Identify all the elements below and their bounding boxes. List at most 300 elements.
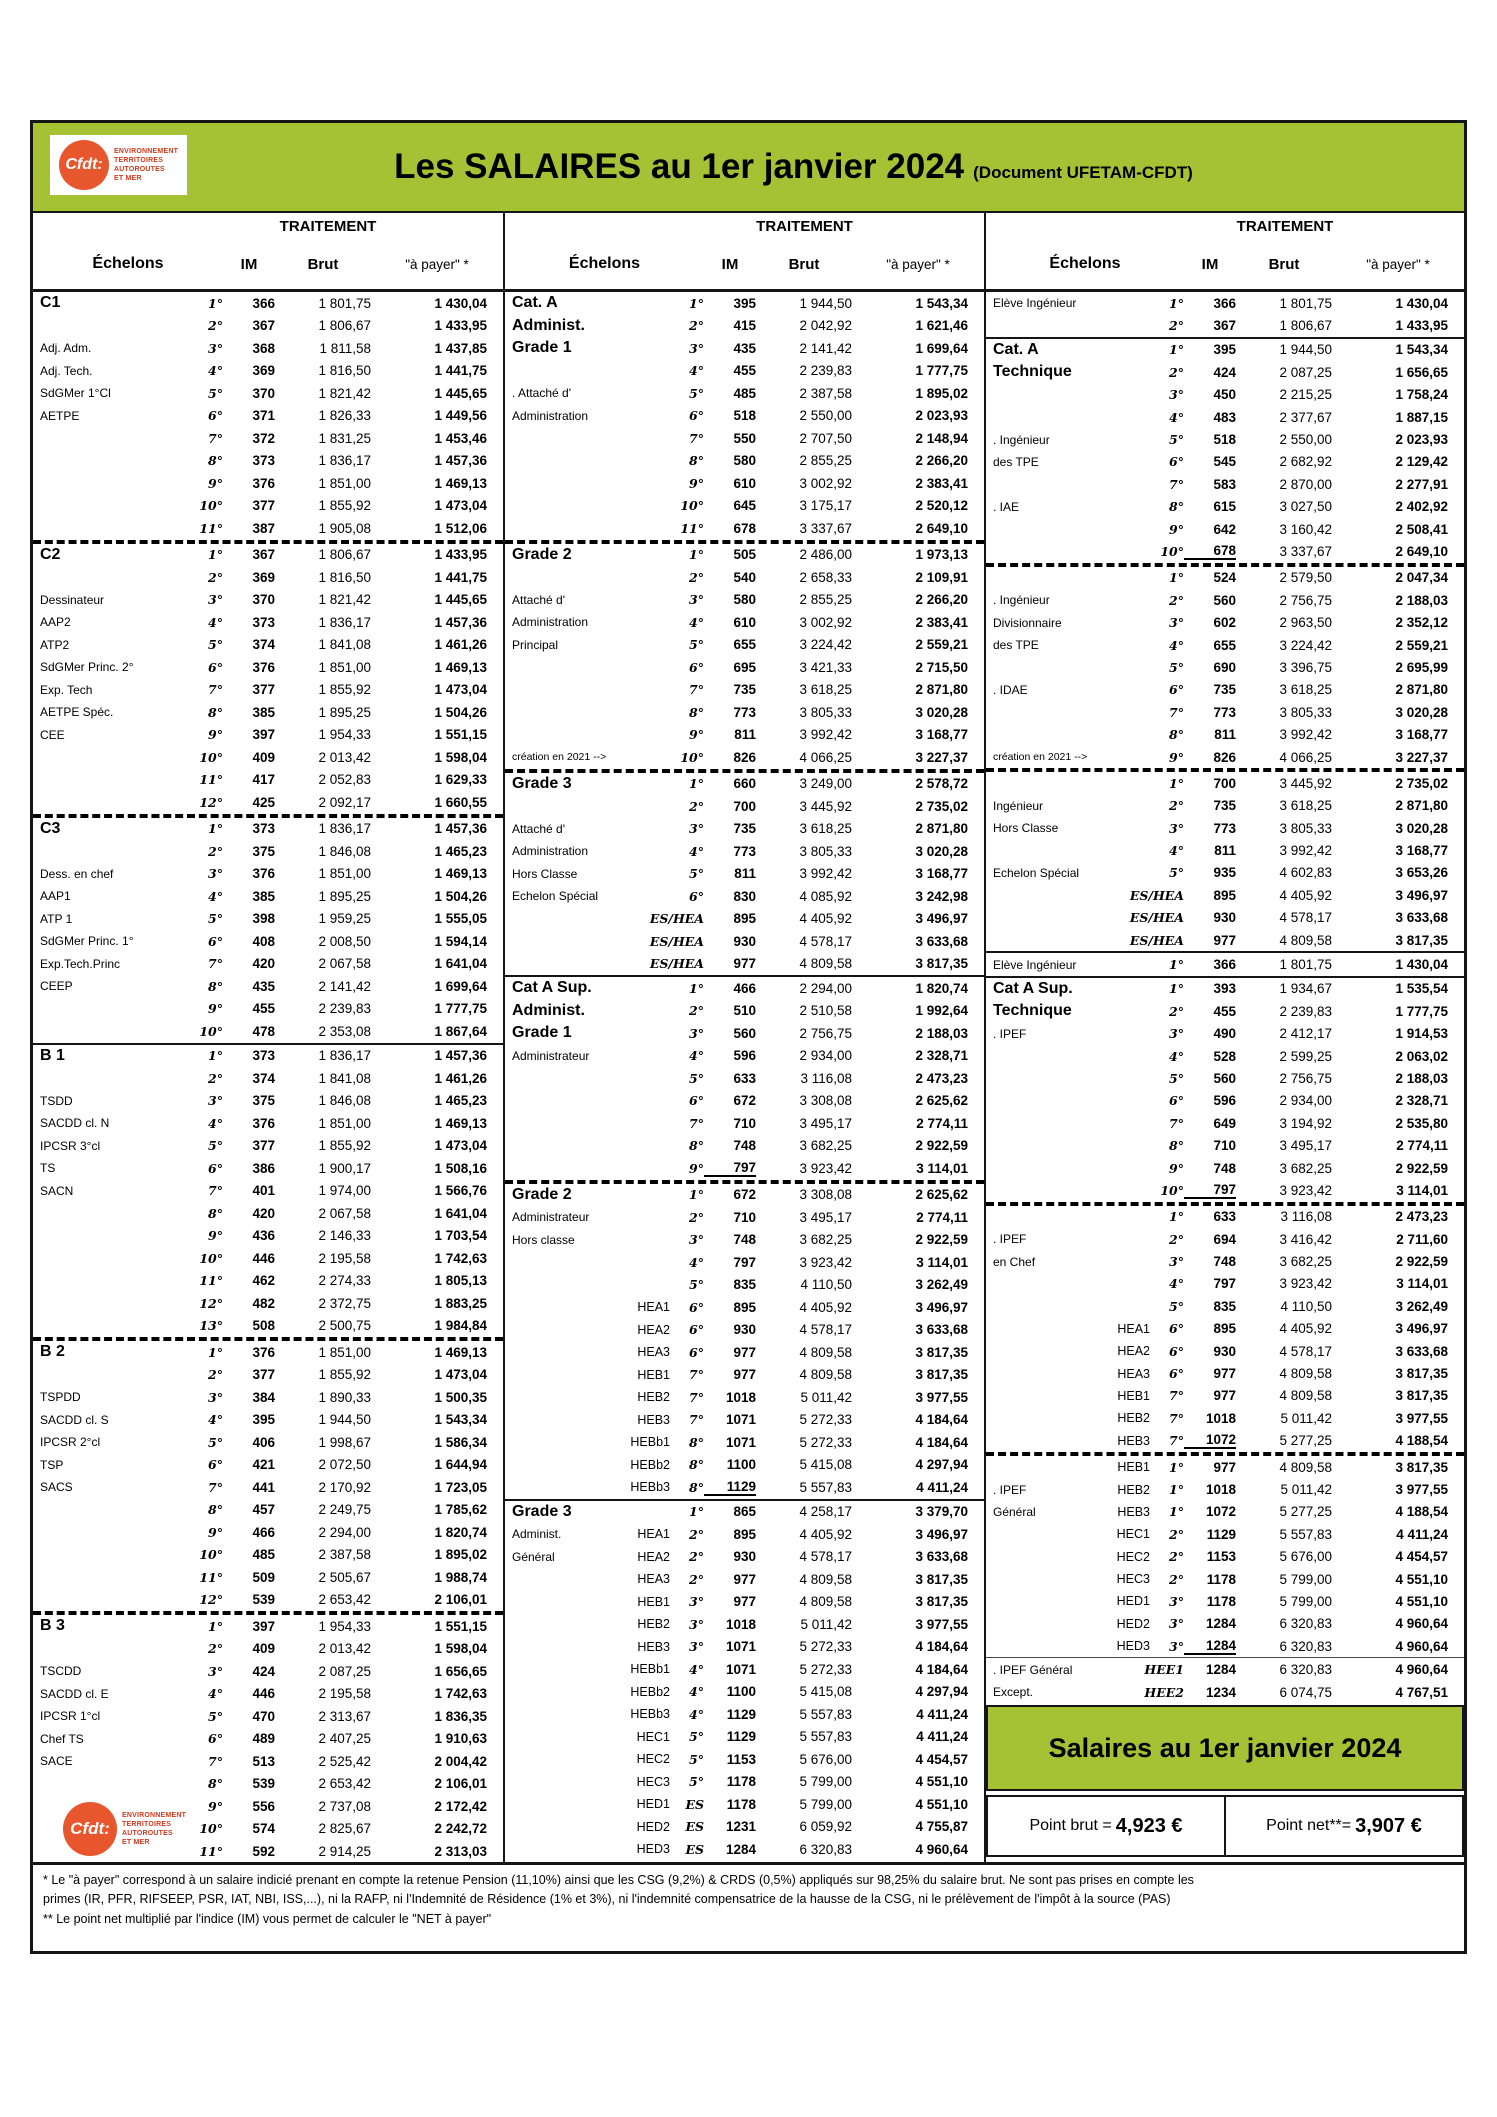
row-apayer-value: 3 496,97 — [915, 1526, 968, 1542]
table-row — [986, 1385, 1464, 1407]
column-header-2 — [503, 213, 986, 289]
table-row — [33, 746, 503, 769]
row-label: B 3 — [40, 1617, 65, 1635]
row-apayer-value: 1 430,04 — [1395, 957, 1448, 973]
row-echelon: 3° — [208, 1389, 223, 1405]
row-im-value: 424 — [252, 1663, 275, 1679]
row-brut-value: 3 682,25 — [1279, 1254, 1332, 1270]
row-im-value: 678 — [733, 520, 756, 536]
table-row — [33, 450, 503, 473]
row-apayer-value: 1 453,46 — [434, 430, 487, 446]
row-echelon: 7° — [208, 682, 223, 698]
row-brut-value: 4 809,58 — [1279, 932, 1332, 948]
row-label: ATP2 — [40, 637, 70, 652]
row-echelon: 4° — [208, 888, 223, 904]
table-row — [33, 1773, 503, 1796]
table-row — [986, 1112, 1464, 1134]
row-brut-value: 2 092,17 — [318, 794, 371, 810]
logo-line: TERRITOIRES — [122, 1821, 172, 1828]
table-row — [505, 382, 984, 405]
table-row — [505, 450, 984, 473]
row-apayer-value: 3 020,28 — [915, 843, 968, 859]
row-brut-value: 2 500,75 — [318, 1318, 371, 1334]
row-apayer-value: 4 755,87 — [915, 1819, 968, 1835]
table-row — [505, 1184, 984, 1207]
row-apayer-value: 2 871,80 — [915, 821, 968, 837]
row-apayer-value: 1 469,13 — [434, 866, 487, 882]
row-apayer-value: 1 785,62 — [434, 1502, 487, 1518]
row-echelon: 12° — [199, 1295, 223, 1311]
table-row — [505, 1319, 984, 1342]
row-im-value: 735 — [1213, 798, 1236, 814]
salary-column-a-administratif — [503, 292, 986, 1862]
row-apayer-value: 2 129,42 — [1395, 454, 1448, 470]
row-apayer-value: 1 594,14 — [434, 933, 487, 949]
row-echelon: 2° — [1169, 318, 1184, 334]
row-im-value: 366 — [252, 295, 275, 311]
row-im-value: 470 — [252, 1708, 275, 1724]
row-brut-value: 2 934,00 — [799, 1048, 852, 1064]
row-apayer-value: 1 703,54 — [434, 1228, 487, 1244]
row-apayer-value: 2 109,91 — [915, 569, 968, 585]
row-label: des TPE — [993, 454, 1039, 469]
row-im-value: 865 — [733, 1504, 756, 1520]
row-echelon: ES/HEA — [1129, 932, 1184, 948]
row-im-value: 580 — [733, 453, 756, 469]
table-row — [505, 1000, 984, 1023]
row-apayer-value: 3 653,26 — [1395, 865, 1448, 881]
table-row — [33, 701, 503, 724]
row-apayer-value: 3 020,28 — [1395, 820, 1448, 836]
row-im-value: 560 — [1213, 1070, 1236, 1086]
row-brut-value: 1 959,25 — [318, 911, 371, 927]
row-label: Administ. — [512, 1527, 562, 1542]
row-im-value: 1129 — [726, 1729, 756, 1745]
row-brut-value: 2 146,33 — [318, 1228, 371, 1244]
row-echelon: 8° — [689, 704, 704, 720]
row-apayer-value: 1 699,64 — [434, 978, 487, 994]
row-echelon: 8° — [208, 704, 223, 720]
row-label: Technique — [993, 1002, 1072, 1020]
row-brut-value: 3 224,42 — [1279, 637, 1332, 653]
table-row — [33, 360, 503, 383]
row-brut-value: 2 963,50 — [1279, 615, 1332, 631]
row-brut-value: 2 353,08 — [318, 1023, 371, 1039]
row-label: B 1 — [40, 1046, 65, 1064]
table-row — [505, 1229, 984, 1252]
table-row — [33, 1180, 503, 1203]
row-brut-value: 2 756,75 — [799, 1025, 852, 1041]
row-im-value: 446 — [252, 1686, 275, 1702]
row-im-value: 406 — [252, 1434, 275, 1450]
row-brut-value: 2 008,50 — [318, 933, 371, 949]
row-apayer-value: 2 328,71 — [1395, 1093, 1448, 1109]
row-im-value: 466 — [733, 980, 756, 996]
row-apayer-value: 1 469,13 — [434, 659, 487, 675]
row-brut-value: 2 013,42 — [318, 1641, 371, 1657]
row-echelon: 1° — [689, 776, 704, 792]
row-brut-value: 4 405,92 — [799, 1526, 852, 1542]
column-header-3 — [986, 213, 1464, 289]
table-row — [986, 361, 1464, 383]
row-im-value: 455 — [733, 363, 756, 379]
row-brut-value: 4 809,58 — [1279, 1459, 1332, 1475]
row-im-value: 540 — [733, 569, 756, 585]
row-apayer-value: 1 598,04 — [434, 749, 487, 765]
row-brut-value: 1 821,42 — [318, 592, 371, 608]
row-im-value: 539 — [252, 1776, 275, 1792]
table-row — [505, 1681, 984, 1704]
row-apayer-value: 4 454,57 — [1395, 1549, 1448, 1565]
row-im-value: 373 — [252, 453, 275, 469]
row-apayer-value: 1 883,25 — [434, 1295, 487, 1311]
table-row — [33, 930, 503, 953]
row-label: SACDD cl. E — [40, 1686, 109, 1701]
row-im-value: 435 — [733, 340, 756, 356]
row-brut-value: 5 557,83 — [799, 1706, 852, 1722]
table-row — [505, 634, 984, 657]
row-im-value: 524 — [1213, 570, 1236, 586]
row-im-value: 811 — [734, 727, 756, 743]
row-apayer-value: 1 433,95 — [434, 547, 487, 563]
cfdt-logo-icon — [59, 140, 109, 190]
table-row — [505, 405, 984, 428]
table-row — [33, 1270, 503, 1293]
row-echelon: 1° — [208, 1344, 223, 1360]
row-im-value: 421 — [252, 1457, 275, 1473]
salary-column-a-technique — [986, 292, 1464, 1862]
row-label: SACS — [40, 1480, 73, 1495]
table-row — [505, 611, 984, 634]
row-apayer-value: 1 895,02 — [434, 1547, 487, 1563]
header-pay: "à payer" * — [1366, 256, 1430, 272]
row-brut-value: 2 510,58 — [799, 1003, 852, 1019]
table-row — [986, 406, 1464, 428]
row-apayer-value: 3 817,35 — [915, 1594, 968, 1610]
row-echelon: 4° — [689, 1706, 704, 1722]
row-brut-value: 3 618,25 — [1279, 682, 1332, 698]
row-echelon: 6° — [208, 659, 223, 675]
row-apayer-value: 1 555,05 — [434, 911, 487, 927]
row-im-value: 1178 — [726, 1796, 756, 1812]
table-row — [33, 724, 503, 747]
row-brut-value: 1 836,17 — [318, 614, 371, 630]
row-im-value: 450 — [1213, 387, 1236, 403]
footnote-line: * Le "à payer" correspond à un salaire indicié prenant en compte la retenue Pension (11,10%) ainsi que les CSG (9,2%) & CRDS (0,5%) appliqués sur 98,25% du salaire brut. Ne sont pas prises en compte les — [43, 1873, 1194, 1887]
table-row — [505, 427, 984, 450]
row-apayer-value: 2 402,92 — [1395, 499, 1448, 515]
row-apayer-value: 1 465,23 — [434, 843, 487, 859]
row-grade-label: HED1 — [636, 1797, 670, 1812]
row-apayer-value: 2 578,72 — [915, 776, 968, 792]
logo-line: TERRITOIRES — [114, 157, 164, 164]
row-brut-value: 3 116,08 — [1280, 1209, 1332, 1225]
row-apayer-value: 1 430,04 — [1395, 295, 1448, 311]
row-brut-value: 1 934,67 — [1279, 981, 1332, 997]
row-echelon: 1° — [1169, 295, 1184, 311]
row-im-value: 1018 — [1205, 1482, 1236, 1497]
row-echelon: 3° — [1169, 387, 1184, 403]
row-apayer-value: 2 559,21 — [1395, 637, 1448, 653]
row-grade-label: HEB3 — [637, 1412, 670, 1427]
row-label: . Ingénieur — [993, 593, 1050, 608]
table-row — [505, 701, 984, 724]
table-row — [505, 1157, 984, 1180]
row-im-value: 773 — [1213, 820, 1236, 836]
row-im-value: 455 — [1213, 1003, 1236, 1019]
table-row — [33, 566, 503, 589]
row-apayer-value: 1 984,84 — [434, 1318, 487, 1334]
row-echelon: 3° — [689, 592, 704, 608]
row-echelon: 4° — [1169, 637, 1184, 653]
footnote-line: primes (IR, PFR, RIFSEEP, PSR, IAT, NBI, ISS,...), ni la RAFP, ni l'Indemnité de Résidence (1% et 3%), ni l'indemnité compensatrice de la hausse de la CSG, ni le prélèvement de l'impôt à la source (PAS) — [43, 1892, 1171, 1907]
logo-line: AUTOROUTES — [122, 1830, 173, 1837]
row-apayer-value: 2 559,21 — [915, 637, 968, 653]
row-brut-value: 2 870,00 — [1279, 476, 1332, 492]
row-im-value: 385 — [252, 704, 275, 720]
row-echelon: 7° — [1169, 1433, 1184, 1449]
row-echelon: 2° — [208, 318, 223, 334]
row-im-value: 366 — [1213, 295, 1236, 311]
row-echelon: 3° — [689, 340, 704, 356]
row-im-value: 895 — [1213, 887, 1236, 903]
table-row — [986, 1635, 1464, 1657]
table-row — [986, 1067, 1464, 1089]
row-echelon: 7° — [1169, 1115, 1184, 1131]
row-label: Cat A Sup. — [993, 979, 1073, 997]
row-label: C2 — [40, 545, 61, 563]
table-row — [986, 1295, 1464, 1317]
row-echelon: 1° — [208, 295, 223, 311]
table-row — [33, 791, 503, 814]
row-echelon: 1° — [1169, 981, 1184, 997]
row-echelon: 8° — [208, 453, 223, 469]
row-grade-label: HEB1 — [637, 1367, 670, 1382]
row-echelon: 7° — [689, 430, 704, 446]
row-apayer-value: 2 871,80 — [915, 682, 968, 698]
row-im-value: 550 — [733, 430, 756, 446]
row-echelon: ES — [685, 1841, 704, 1857]
row-brut-value: 1 855,92 — [318, 1367, 371, 1383]
row-apayer-value: 2 473,23 — [915, 1070, 968, 1086]
point-net-box — [1224, 1795, 1464, 1857]
row-brut-value: 1 836,17 — [318, 821, 371, 837]
row-im-value: 930 — [733, 1549, 756, 1565]
row-apayer-value: 2 188,03 — [915, 1025, 968, 1041]
table-row — [505, 1409, 984, 1432]
row-apayer-value: 2 871,80 — [1395, 798, 1448, 814]
row-echelon: 12° — [199, 1592, 223, 1608]
row-apayer-value: 4 297,94 — [915, 1457, 968, 1473]
row-echelon: 8° — [208, 978, 223, 994]
row-im-value: 424 — [1213, 364, 1236, 380]
footnotes — [33, 1862, 1464, 1951]
row-apayer-value: 4 960,64 — [1395, 1638, 1448, 1654]
row-im-value: 513 — [252, 1753, 275, 1769]
row-echelon: 4° — [689, 1684, 704, 1700]
row-echelon: 10° — [680, 498, 704, 514]
row-brut-value: 2 072,50 — [318, 1457, 371, 1473]
row-brut-value: 3 175,17 — [799, 498, 852, 514]
row-im-value: 367 — [252, 547, 275, 563]
table-row — [986, 1478, 1464, 1500]
table-row — [505, 840, 984, 863]
row-im-value: 735 — [733, 821, 756, 837]
row-apayer-value: 3 977,55 — [915, 1616, 968, 1632]
row-brut-value: 3 682,25 — [799, 1232, 852, 1248]
table-row — [33, 863, 503, 886]
row-im-value: 678 — [1184, 543, 1236, 560]
row-im-value: 735 — [733, 682, 756, 698]
row-echelon: 5° — [1169, 1070, 1184, 1086]
row-brut-value: 2 013,42 — [318, 749, 371, 765]
row-apayer-value: 2 172,42 — [434, 1798, 487, 1814]
row-brut-value: 3 992,42 — [799, 727, 852, 743]
row-echelon: HEE1 — [1144, 1662, 1184, 1678]
row-label: Cat. A — [512, 294, 558, 312]
row-apayer-value: 3 168,77 — [1395, 843, 1448, 859]
rows-column-c — [33, 292, 503, 1862]
table-row — [986, 1179, 1464, 1201]
table-row — [986, 1456, 1464, 1478]
row-label: création en 2021 --> — [512, 751, 607, 764]
table-row — [33, 1683, 503, 1706]
row-apayer-value: 4 184,64 — [915, 1434, 968, 1450]
row-brut-value: 2 934,00 — [1279, 1093, 1332, 1109]
row-echelon: 6° — [1169, 1321, 1184, 1337]
row-echelon: 2° — [689, 798, 704, 814]
row-apayer-value: 1 469,13 — [434, 1115, 487, 1131]
row-apayer-value: 3 817,35 — [1395, 932, 1448, 948]
sub-header — [986, 239, 1464, 289]
header-im: IM — [240, 255, 258, 273]
row-echelon: 7° — [689, 1389, 704, 1405]
row-echelon: 5° — [689, 1729, 704, 1745]
rows-column-a-admin — [505, 292, 984, 1861]
row-im-value: 371 — [252, 408, 275, 424]
row-apayer-value: 3 817,35 — [915, 1571, 968, 1587]
row-brut-value: 2 377,67 — [1279, 409, 1332, 425]
table-row — [986, 1157, 1464, 1179]
table-row — [986, 907, 1464, 929]
table-row — [33, 517, 503, 540]
row-echelon: 5° — [689, 1277, 704, 1293]
row-im-value: 417 — [252, 772, 275, 788]
row-brut-value: 6 320,83 — [1279, 1662, 1332, 1678]
row-brut-value: 3 002,92 — [799, 614, 852, 630]
row-apayer-value: 4 411,24 — [916, 1479, 968, 1495]
row-brut-value: 6 059,92 — [799, 1819, 852, 1835]
row-label: Général — [512, 1549, 555, 1564]
row-brut-value: 2 087,25 — [1279, 364, 1332, 380]
table-row — [986, 451, 1464, 473]
row-echelon: 1° — [689, 1504, 704, 1520]
row-brut-value: 1 974,00 — [318, 1183, 371, 1199]
row-label: Grade 1 — [512, 1024, 572, 1042]
row-im-value: 457 — [252, 1502, 275, 1518]
table-row — [33, 1157, 503, 1180]
row-label: Attaché d' — [512, 821, 565, 836]
row-label: IPCSR 2°cl — [40, 1435, 101, 1450]
row-apayer-value: 1 656,65 — [434, 1663, 487, 1679]
row-brut-value: 1 816,50 — [318, 363, 371, 379]
row-apayer-value: 3 168,77 — [1395, 727, 1448, 743]
table-row — [505, 724, 984, 747]
row-echelon: 6° — [208, 1457, 223, 1473]
row-apayer-value: 3 633,68 — [915, 1549, 968, 1565]
row-im-value: 545 — [1213, 454, 1236, 470]
row-brut-value: 2 372,75 — [318, 1295, 371, 1311]
row-label: Exp. Tech — [40, 682, 93, 697]
row-brut-value: 2 825,67 — [318, 1821, 371, 1837]
row-echelon: 2° — [1169, 798, 1184, 814]
row-echelon: 8° — [689, 1138, 704, 1154]
row-apayer-value: 4 411,24 — [1396, 1526, 1448, 1542]
row-im-value: 835 — [1213, 1298, 1236, 1314]
row-im-value: 376 — [252, 659, 275, 675]
row-brut-value: 2 682,92 — [1279, 454, 1332, 470]
row-im-value: 977 — [733, 956, 756, 972]
row-brut-value: 3 249,00 — [799, 776, 852, 792]
table-row — [33, 1090, 503, 1113]
row-brut-value: 2 195,58 — [318, 1250, 371, 1266]
row-im-value: 700 — [1213, 775, 1236, 791]
row-brut-value: 3 002,92 — [799, 475, 852, 491]
row-label: Chef TS — [40, 1731, 84, 1746]
row-echelon: 9° — [689, 1160, 704, 1176]
row-label: Exp.Tech.Princ — [40, 956, 121, 971]
row-label: TSPDD — [40, 1390, 81, 1405]
row-im-value: 376 — [252, 475, 275, 491]
row-apayer-value: 2 715,50 — [915, 659, 968, 675]
row-im-value: 1284 — [1205, 1662, 1236, 1678]
row-echelon: 6° — [689, 408, 704, 424]
table-row — [505, 1341, 984, 1364]
table-row — [33, 885, 503, 908]
row-grade-label: HEBb1 — [630, 1435, 670, 1450]
row-im-value: 1071 — [725, 1412, 756, 1428]
table-row — [505, 977, 984, 1000]
row-label: . IPEF — [993, 1482, 1027, 1497]
row-im-value: 398 — [252, 911, 275, 927]
row-brut-value: 3 805,33 — [799, 704, 852, 720]
row-echelon: 3° — [1169, 1026, 1184, 1042]
row-echelon: 1° — [689, 295, 704, 311]
row-brut-value: 5 557,83 — [1279, 1526, 1332, 1542]
table-row — [505, 315, 984, 338]
row-im-value: 366 — [1213, 957, 1236, 973]
row-echelon: 2° — [208, 1641, 223, 1657]
row-echelon: 6° — [689, 1093, 704, 1109]
row-apayer-value: 3 633,68 — [1395, 910, 1448, 926]
row-apayer-value: 2 383,41 — [915, 475, 968, 491]
row-apayer-value: 1 445,65 — [434, 385, 487, 401]
row-brut-value: 3 160,42 — [1279, 521, 1332, 537]
row-apayer-value: 2 188,03 — [1395, 592, 1448, 608]
row-brut-value: 3 805,33 — [1279, 704, 1332, 720]
row-echelon: 7° — [1169, 476, 1184, 492]
row-brut-value: 3 923,42 — [799, 1160, 852, 1176]
row-brut-value: 5 415,08 — [799, 1457, 852, 1473]
row-brut-value: 2 855,25 — [799, 453, 852, 469]
row-echelon: 8° — [208, 1776, 223, 1792]
row-apayer-value: 3 227,37 — [915, 749, 968, 765]
row-im-value: 1178 — [726, 1774, 756, 1790]
row-label: Grade 1 — [512, 339, 572, 357]
row-apayer-value: 3 633,68 — [915, 1322, 968, 1338]
row-echelon: 2° — [1169, 1549, 1184, 1565]
table-row — [986, 1090, 1464, 1112]
